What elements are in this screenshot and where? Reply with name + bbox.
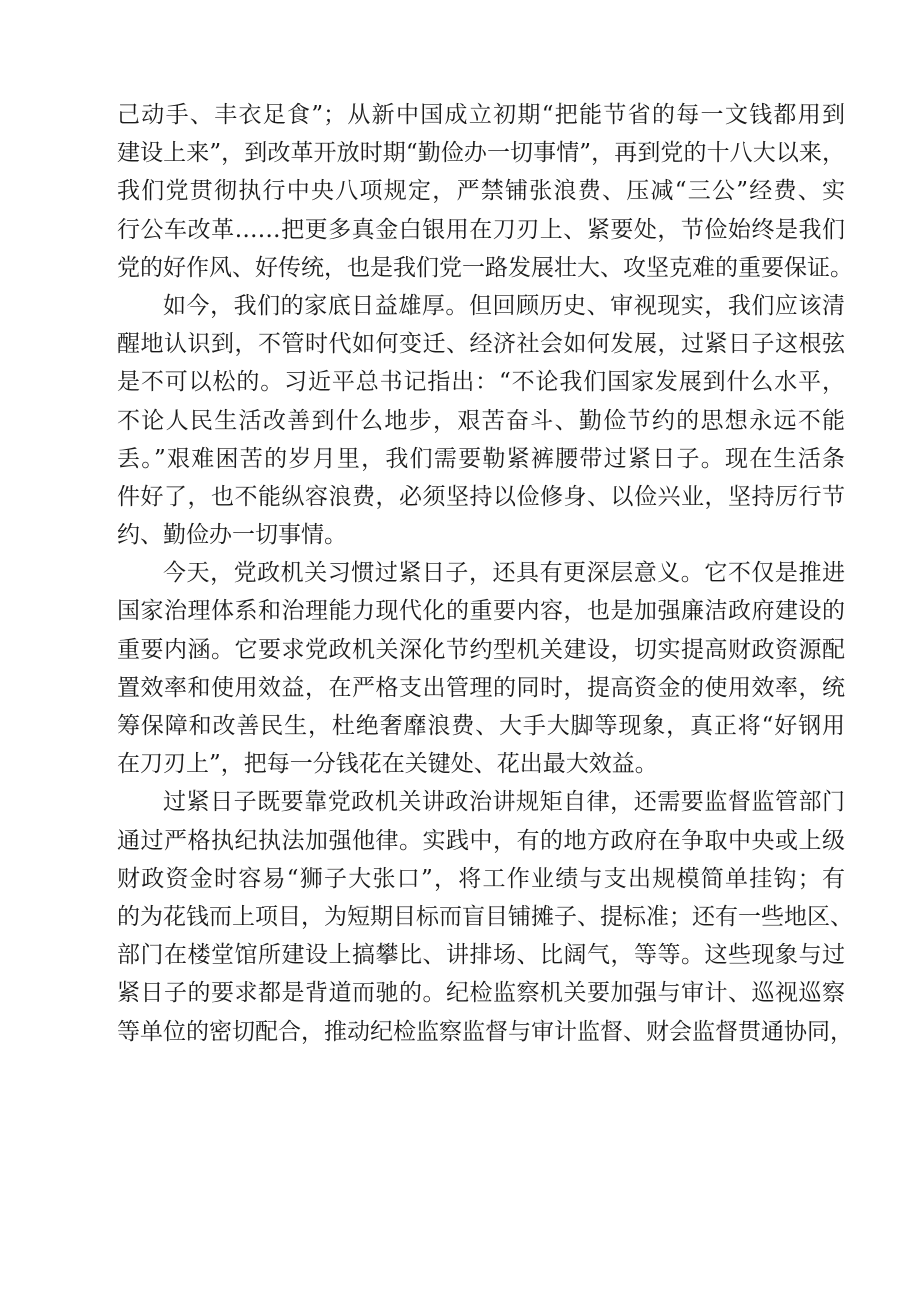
text-line: 我们党贯彻执行中央八项规定，严禁铺张浪费、压减“三公”经费、实	[117, 178, 845, 205]
text-line: 如今，我们的家底日益雄厚。但回顾历史、审视现实，我们应该清	[163, 292, 845, 319]
text-line: 紧日子的要求都是背道而驰的。纪检监察机关要加强与审计、巡视巡察	[117, 980, 845, 1007]
text-line: 醒地认识到，不管时代如何变迁、经济社会如何发展，过紧日子这根弦	[117, 331, 845, 358]
text-line: 件好了，也不能纵容浪费，必须坚持以俭修身、以俭兴业，坚持厉行节	[117, 483, 845, 510]
paragraph	[117, 287, 845, 554]
text-line: 今天，党政机关习惯过紧日子，还具有更深层意义。它不仅是推进	[163, 560, 845, 587]
text-line: 建设上来”，到改革开放时期“勤俭办一切事情”，再到党的十八大以来，	[117, 140, 845, 167]
text-line: 财政资金时容易“狮子大张口”，将工作业绩与支出规模简单挂钩；有	[117, 865, 845, 892]
text-line: 丢。”艰难困苦的岁月里，我们需要勒紧裤腰带过紧日子。现在生活条	[117, 445, 845, 472]
text-line: 筹保障和改善民生，杜绝奢靡浪费、大手大脚等现象，真正将“好钢用	[117, 713, 845, 739]
text-line: 部门在楼堂馆所建设上搞攀比、讲排场、比阔气，等等。这些现象与过	[117, 942, 845, 969]
text-line: 国家治理体系和治理能力现代化的重要内容，也是加强廉洁政府建设的	[117, 598, 845, 625]
text-line: 重要内涵。它要求党政机关深化节约型机关建设，切实提高财政资源配	[117, 636, 845, 663]
document-body	[117, 96, 853, 1051]
text-line: 是不可以松的。习近平总书记指出：“不论我们国家发展到什么水平，	[117, 369, 845, 396]
text-line: 通过严格执纪执法加强他律。实践中，有的地方政府在争取中央或上级	[117, 827, 845, 854]
text-line: 行公车改革……把更多真金白银用在刀刃上、紧要处，节俭始终是我们	[117, 216, 845, 243]
text-line: 不论人民生活改善到什么地步，艰苦奋斗、勤俭节约的思想永远不能	[117, 407, 845, 434]
text-line: 的为花钱而上项目，为短期目标而盲目铺摊子、提标准；还有一些地区、	[117, 903, 853, 930]
text-line: 约、勤俭办一切事情。	[117, 522, 347, 549]
text-line: 等单位的密切配合，推动纪检监察监督与审计监督、财会监督贯通协同，	[117, 1018, 853, 1045]
paragraph	[117, 96, 853, 287]
text-line: 置效率和使用效益，在严格支出管理的同时，提高资金的使用效率，统	[117, 674, 845, 701]
paragraph	[117, 554, 845, 783]
text-line: 己动手、丰衣足食”；从新中国成立初期“把能节省的每一文钱都用到	[117, 102, 845, 128]
text-line: 过紧日子既要靠党政机关讲政治讲规矩自律，还需要监督监管部门	[163, 789, 845, 816]
text-line: 党的好作风、好传统，也是我们党一路发展壮大、攻坚克难的重要保证。	[117, 254, 853, 281]
text-line: 在刀刃上”，把每一分钱花在关键处、花出最大效益。	[117, 751, 658, 778]
paragraph	[117, 783, 853, 1050]
